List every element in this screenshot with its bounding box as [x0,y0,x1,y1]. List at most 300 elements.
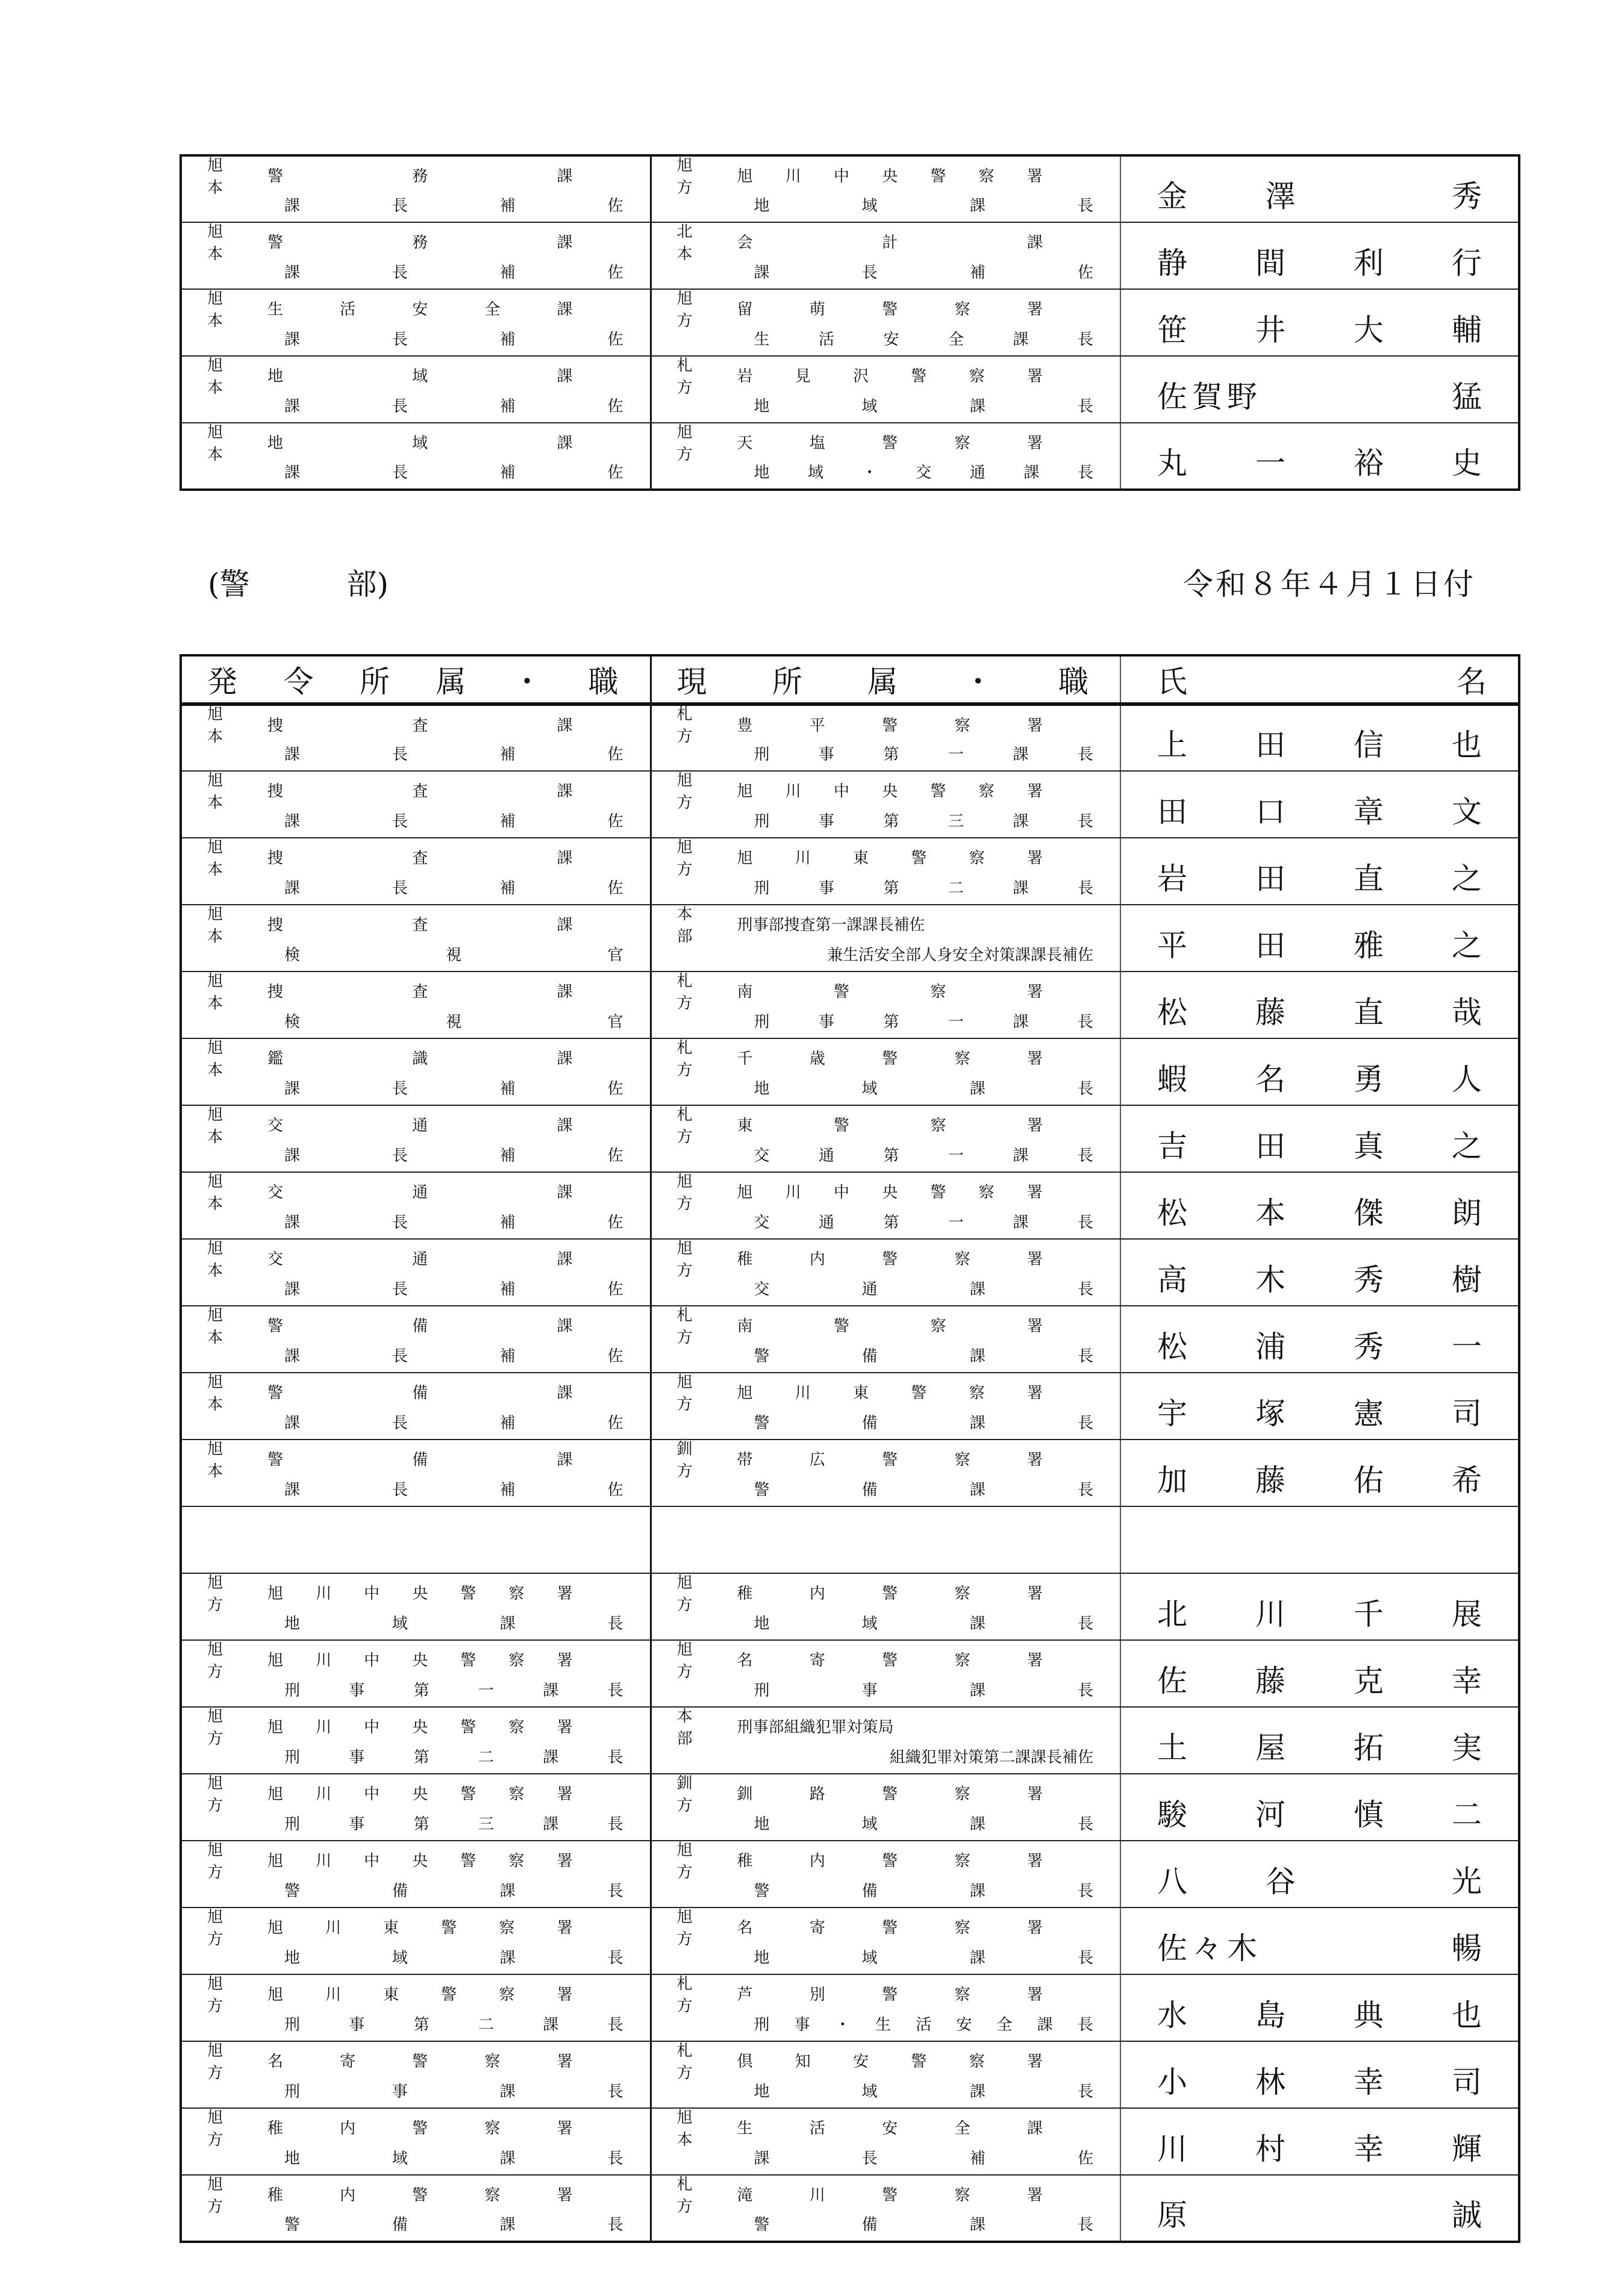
new-role-char: 課 [499,2149,516,2168]
new-role-char: 佐 [607,1146,623,1165]
name-char: 幸 [1452,1664,1482,1699]
name-cell [1120,1306,1519,1373]
table-row [181,2041,1519,2108]
current-role-char: 刑 [754,812,770,831]
current-role-char: 課 [754,2149,770,2168]
current-role-char: 長 [1077,2082,1093,2101]
current-role-char: 域 [861,1614,878,1633]
name-cell [1120,1707,1519,1774]
current-position [652,905,1120,971]
new-position [182,1039,650,1105]
table-row [181,905,1519,972]
new-role-char: 警 [284,2216,301,2234]
table-row [181,1306,1519,1373]
current-position-cell [651,2175,1120,2242]
new-unit-char: 中 [364,1785,380,1804]
name-cell [1120,2041,1519,2108]
new-position [182,1641,650,1706]
name-char: 一 [1255,446,1285,481]
current-unit-char: 警 [882,1585,898,1603]
current-role-char: 課 [1013,1213,1029,1232]
current-position-cell [651,155,1120,222]
new-role-char: 長 [392,330,408,349]
current-role-char: 長 [1077,330,1093,349]
new-position [182,1440,650,1506]
new-role [284,1945,623,1968]
table-row [181,1105,1519,1172]
new-unit-char: 察 [508,1585,525,1603]
current-unit-char: 察 [954,1652,970,1670]
current-role-char: 一 [948,1213,964,1232]
current-position [652,706,1120,770]
new-role-char: 課 [499,1948,516,1967]
new-unit-char: 察 [508,1785,525,1804]
current-unit [737,846,1043,868]
current-unit-char: 警 [833,1317,849,1336]
current-unit-char: 留 [737,301,753,319]
new-role-char: 検 [284,1012,301,1031]
name-cell [1120,1105,1519,1172]
new-unit-char: 警 [460,1718,476,1737]
name-char: 行 [1452,246,1482,281]
name-char: 佐々木 [1157,1931,1262,1966]
new-unit [267,2116,573,2138]
name-char: 原 [1157,2198,1187,2233]
new-role-char: 課 [284,464,301,482]
new-unit-char: 署 [557,1718,573,1737]
new-unit-char: 安 [412,301,428,319]
new-role-char: 長 [392,397,408,416]
new-role-char: 佐 [607,812,623,831]
name-char: 傑 [1354,1196,1384,1231]
new-role [284,1745,623,1767]
new-role-char: 警 [284,1882,301,1900]
current-position-cell [651,1239,1120,1306]
person-name [1121,157,1518,222]
name-char: 暢 [1452,1931,1482,1966]
name-char: 北 [1157,1597,1187,1632]
current-role [754,2012,1094,2035]
current-prefecture-code: 旭方 [676,1908,699,1948]
current-unit [737,230,1043,252]
new-prefecture-code: 旭本 [207,905,230,946]
new-unit-char: 川 [325,1919,342,1938]
new-position-cell [181,1105,651,1172]
name-char: 人 [1452,1062,1482,1097]
current-unit-char: 豊 [737,716,753,735]
name-cell [1120,1908,1519,1974]
name-char: 塚 [1255,1396,1285,1431]
name-char: 田 [1255,861,1285,896]
new-role-char: 課 [284,197,301,215]
name-char: 希 [1452,1463,1482,1498]
new-unit-char: 査 [412,983,428,1002]
current-unit-char: 署 [1026,1919,1043,1938]
current-unit-char: 稚 [737,1250,753,1269]
current-unit-char: 名 [737,1652,753,1670]
new-unit-char: 中 [364,1718,380,1737]
current-role-char: 地 [754,1815,770,1833]
table-row [181,1841,1519,1908]
current-role-char: 課 [754,263,770,282]
current-prefecture-code: 本部 [676,1707,699,1748]
person-name [1121,1240,1518,1305]
name-char: 利 [1354,246,1384,281]
name-char: 口 [1255,794,1285,829]
new-role-char: 佐 [607,879,623,897]
new-position [182,905,650,971]
current-unit-char: 萌 [809,301,825,319]
new-unit [267,1180,573,1202]
current-role-char: 通 [969,464,985,482]
current-unit [737,1180,1043,1202]
current-prefecture-code: 札方 [676,1038,699,1079]
new-unit-char: 警 [441,1986,457,2004]
person-name [1121,972,1518,1038]
current-role-char: 課 [969,1079,985,1098]
new-role-char: 刑 [284,1748,301,1767]
current-position [652,1373,1120,1439]
new-role [284,809,623,831]
current-unit-char: 芦 [737,1986,753,2004]
current-role-char: 長 [1077,2015,1093,2034]
new-unit-char: 捜 [267,983,284,1002]
current-role-char: 刑 [754,746,770,764]
new-prefecture-code: 旭本 [207,1239,230,1280]
current-role-char: 一 [948,746,964,764]
name-char: 藤 [1255,995,1285,1030]
name-cell [1120,972,1519,1038]
new-unit-char: 央 [412,1785,428,1804]
current-role-char: 生 [754,330,770,349]
new-role-char: 補 [499,1414,516,1432]
current-position [652,2042,1120,2107]
current-unit [737,1581,1043,1603]
current-unit-char: 察 [954,1451,970,1470]
current-role-char: 事 [818,746,834,764]
name-char: 金 [1157,179,1187,214]
current-role-char: 課 [1013,1146,1029,1165]
person-name [1121,1440,1518,1506]
name-char: 河 [1255,1797,1285,1832]
current-position-cell [651,1640,1120,1707]
new-unit-char: 鑑 [267,1050,284,1068]
current-unit [737,1113,1043,1135]
new-role [284,260,623,282]
new-role-char: 刑 [284,1815,301,1833]
current-unit-char: 川 [795,1384,811,1403]
name-char: 信 [1354,728,1384,763]
new-unit-char: 署 [557,2120,573,2138]
current-role-char: 長 [1077,1146,1093,1165]
current-unit-char: 警 [930,782,946,801]
current-position-cell [651,704,1120,771]
name-char: 屋 [1255,1730,1285,1765]
name-char: 田 [1255,1129,1285,1164]
current-unit-char: 旭 [737,167,753,186]
current-position [652,1908,1120,1974]
current-role-char: 交 [916,464,932,482]
header-current-position-char: ・ [963,664,993,699]
name-char: 本 [1255,1196,1285,1231]
rank-heading-close: 部) [346,567,389,602]
new-role-char: 補 [499,1213,516,1232]
name-char: 雅 [1354,928,1384,963]
name-cell [1120,771,1519,838]
new-role-char: 刑 [284,1681,301,1700]
new-role-char: 第 [413,1748,429,1767]
current-unit-char: 察 [954,2186,970,2204]
new-unit-char: 警 [412,2186,428,2204]
current-unit-char: 警 [882,1451,898,1470]
person-name [1121,2109,1518,2174]
current-role-char: 域 [861,1815,878,1833]
new-role-char: 事 [349,1815,365,1833]
current-unit-char: 天 [737,434,753,452]
current-role-char: 備 [861,1882,878,1900]
new-role-char: 補 [499,1079,516,1098]
new-role-char: 課 [284,879,301,897]
new-unit [267,1581,573,1603]
current-unit-char: 察 [978,1184,995,1202]
new-role-char: 備 [392,1882,408,1900]
new-position-cell [181,972,651,1038]
current-unit [737,1314,1043,1336]
name-char: 浦 [1255,1329,1285,1364]
new-unit-char: 旭 [267,1919,284,1938]
current-unit-char: 署 [1026,2053,1043,2071]
person-name [1121,423,1518,488]
new-role [284,1879,623,1901]
person-name [1121,290,1518,355]
name-cell [1120,1172,1519,1239]
new-role-char: 佐 [607,1213,623,1232]
current-unit-char: 内 [809,1585,825,1603]
current-position-cell [651,1841,1120,1908]
new-unit-char: 域 [412,434,428,452]
current-role-char: 交 [754,1146,770,1165]
new-unit-char: 署 [557,2053,573,2071]
name-char: 宇 [1157,1396,1187,1431]
table-row [181,2175,1519,2242]
name-char: 克 [1354,1664,1384,1699]
new-unit-char: 川 [325,1986,342,2004]
current-role-char: 課 [969,1882,985,1900]
current-unit-char: 警 [911,367,927,386]
table-row [181,1038,1519,1105]
new-position-cell [181,1373,651,1440]
header-name-char: 氏 [1157,664,1187,699]
new-position [182,772,650,837]
new-role-char: 課 [284,1079,301,1098]
new-prefecture-code: 旭方 [207,1908,230,1948]
current-role-char: 事 [861,1681,878,1700]
current-role-char: 二 [948,879,964,897]
new-unit-char: 川 [316,1585,332,1603]
new-unit-char: 通 [412,1117,428,1135]
current-position-cell [651,289,1120,356]
current-role-char: 警 [754,1882,770,1900]
new-position-cell [181,155,651,222]
new-role-char: 佐 [607,1280,623,1299]
name-char: 慎 [1354,1797,1384,1832]
new-role-char: 長 [392,1347,408,1365]
new-unit-char: 生 [267,301,284,319]
new-unit-char: 察 [508,1852,525,1871]
current-role [754,742,1094,764]
new-unit-char: 課 [557,1317,573,1336]
header-current-position-char: 所 [772,664,802,699]
table-row [181,222,1519,289]
current-unit-char: 察 [930,983,946,1002]
new-unit-char: 東 [383,1919,399,1938]
table-row [181,1172,1519,1239]
name-char: 吉 [1157,1129,1187,1164]
new-position-cell [181,1573,651,1640]
new-role-char: 課 [499,1882,516,1900]
new-position-cell [181,2175,651,2242]
name-char: 文 [1452,794,1482,829]
current-prefecture-code: 本部 [676,905,699,946]
new-role [284,2079,623,2101]
current-role-char: 全 [996,2015,1013,2034]
current-role-char: 長 [1077,1414,1093,1432]
current-unit-char: 署 [1026,1852,1043,1871]
current-role-char: 長 [861,2149,878,2168]
current-role-char: 通 [818,1146,834,1165]
table-row [181,1707,1519,1774]
new-unit-char: 警 [267,1384,284,1403]
new-unit-char: 署 [557,1919,573,1938]
current-prefecture-code: 旭方 [676,1172,699,1213]
current-unit-char: 警 [882,1785,898,1804]
current-role-char: 地 [754,197,770,215]
current-position [652,1306,1120,1372]
name-char: 川 [1157,2132,1187,2167]
new-role-char: 官 [607,1012,623,1031]
name-cell [1120,423,1519,490]
new-unit-char: 課 [557,167,573,186]
new-unit-char: 課 [557,916,573,935]
new-unit-char: 察 [499,1919,515,1938]
new-role-char: 第 [413,2015,429,2034]
current-unit [737,1915,1043,1938]
current-unit [737,1782,1043,1804]
person-name [1121,357,1518,422]
current-unit-char: 警 [882,1986,898,2004]
current-unit-char: 帯 [737,1451,753,1470]
table-row [181,771,1519,838]
new-prefecture-code: 旭本 [207,771,230,812]
current-unit [737,713,1043,735]
person-name [1121,1641,1518,1706]
current-role-char: 課 [1013,746,1029,764]
person-name [1121,772,1518,837]
current-unit-char: 署 [1026,2186,1043,2204]
name-char: 谷 [1265,1864,1296,1899]
new-unit-char: 警 [460,1585,476,1603]
table-header-row [181,655,1519,704]
new-prefecture-code: 旭方 [207,1974,230,2015]
current-role [754,1277,1094,1299]
new-unit [267,979,573,1002]
new-unit-char: 中 [364,1585,380,1603]
current-position-cell [651,838,1120,905]
new-position [182,290,650,355]
name-char: 之 [1452,1129,1482,1164]
current-unit-char: 中 [833,1184,849,1202]
new-unit-char: 央 [412,1652,428,1670]
current-unit-char: 生 [737,2120,753,2138]
new-unit-char: 全 [484,301,501,319]
current-role [754,2079,1094,2101]
current-role-char: 事 [818,879,834,897]
name-char: 高 [1157,1262,1187,1297]
new-unit-char: 査 [412,849,428,868]
current-unit: 刑事部捜査第一課課長補佐 [737,916,925,935]
current-role [754,1210,1094,1232]
current-unit [737,1447,1043,1470]
new-unit [267,1447,573,1470]
current-position [652,2109,1120,2174]
new-unit-char: 課 [557,1250,573,1269]
current-role [754,876,1094,898]
table-row [181,1573,1519,1640]
new-unit-char: 活 [340,301,356,319]
current-role-char: 課 [969,2082,985,2101]
new-prefecture-code: 旭方 [207,1640,230,1681]
current-role [754,2212,1094,2235]
current-role-char: 長 [1077,1079,1093,1098]
current-role-char: 長 [861,263,878,282]
current-role-char: 刑 [754,1681,770,1700]
header-current-position-char: 属 [867,664,898,699]
new-position [182,1975,650,2041]
new-role-char: 長 [607,1815,623,1833]
name-cell [1120,1239,1519,1306]
name-cell [1120,1841,1519,1908]
current-unit-char: 署 [1026,301,1043,319]
new-unit [267,431,573,453]
current-unit-char: 歳 [809,1050,825,1068]
current-unit-char: 東 [853,1384,869,1403]
table-row [181,1974,1519,2041]
current-role-char: 課 [1013,330,1029,349]
new-position-cell [181,1908,651,1974]
new-role-char: 課 [543,1681,559,1700]
current-prefecture-code: 札方 [676,356,699,397]
name-char: 平 [1157,928,1187,963]
new-role-char: 第 [413,1681,429,1700]
new-unit-char: 察 [508,1718,525,1737]
current-role [754,2146,1094,2168]
current-unit-char: 央 [882,782,898,801]
new-role [284,742,623,764]
name-char: 幸 [1354,2065,1384,2100]
current-unit-char: 署 [1026,1585,1043,1603]
current-unit: 刑事部組織犯罪対策局 [737,1718,894,1737]
new-role-char: 事 [349,1748,365,1767]
current-unit [737,431,1043,453]
current-unit-char: 川 [809,2186,825,2204]
table-row [181,704,1519,771]
current-unit-char: 察 [954,1050,970,1068]
new-unit-char: 警 [267,1451,284,1470]
current-unit-char: 川 [785,167,801,186]
table-row [181,423,1519,490]
current-unit-char: 広 [809,1451,825,1470]
name-char: 樹 [1452,1262,1482,1297]
